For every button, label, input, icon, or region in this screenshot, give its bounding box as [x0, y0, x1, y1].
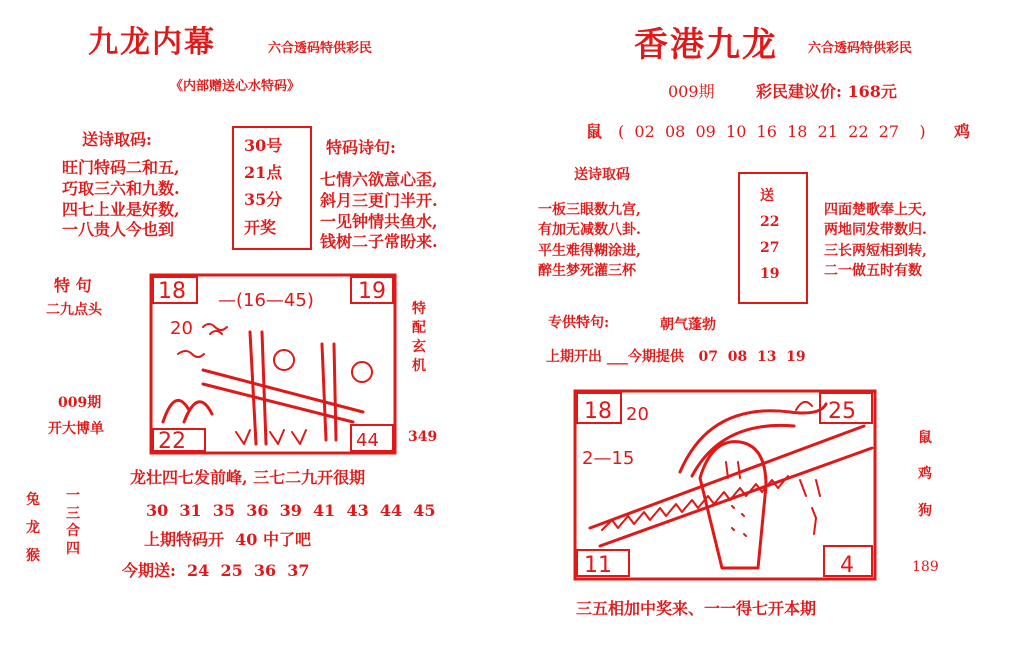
right-last-line: 上期开出 ___今期提供 07 08 13 19 [546, 349, 806, 365]
left-period: 009期 [58, 395, 102, 411]
sketch-number-tl: 18 [584, 399, 612, 424]
sketch-number-tr: 19 [358, 279, 386, 304]
poem-line: 四七上业是好数, [62, 199, 180, 219]
sketch-number-left: 2—15 [582, 448, 635, 469]
right-side-vertical [918, 420, 932, 529]
send-number: 27 [760, 239, 780, 256]
zodiac-char: 龙 [26, 520, 40, 536]
sketch-number-tl: 18 [158, 279, 186, 304]
he-char: 三 [66, 505, 80, 522]
poem-line: 旺门特码二和五, [62, 158, 180, 177]
zodiac-line-end: 鸡 [954, 122, 971, 141]
poem-line: 两地同发带数归. [824, 222, 927, 239]
tema-line: 七情六欲意心歪, [320, 170, 438, 189]
poem-line: 三长两短相到转, [824, 242, 927, 259]
sketch-number-br: 44 [356, 430, 379, 451]
left-numbers-row: 30 31 35 36 39 41 43 44 45 [146, 501, 436, 520]
sketch-number-middle: —(16—45) [218, 290, 314, 311]
sketch-number-left: 20 [170, 318, 193, 339]
poem-line: 二一做五时有数 [824, 262, 922, 279]
right-sketch-image [572, 388, 878, 582]
right-poem [538, 200, 641, 281]
sketch-number-br: 4 [840, 553, 854, 578]
side-char: 机 [412, 357, 426, 374]
poem-line: 平生难得糊涂进, [538, 242, 641, 259]
right-side-number: 189 [912, 559, 939, 575]
poem-line: 醉生梦死灌三杯 [538, 262, 636, 279]
zodiac-column [26, 486, 40, 570]
tejv-heading: 特 句 [54, 276, 92, 295]
draw-minute: 35分 [244, 190, 283, 210]
sketch-number-small: 20 [626, 404, 649, 425]
left-last-period: 上期特码开 40 中了吧 [144, 530, 311, 549]
sketch-number-tr: 25 [828, 399, 856, 424]
right-caption: 三五相加中奖来、一一得七开本期 [576, 599, 817, 618]
right-poem-heading: 送诗取码 [574, 167, 630, 183]
poem-line: 巧取三六和九数. [62, 178, 180, 198]
side-char: 鼠 [918, 430, 932, 446]
zodiac-line-numbers: ( 02 08 09 10 16 18 21 22 27 ) [618, 122, 926, 141]
left-title: 九龙内幕 [88, 25, 216, 60]
left-draw-time [244, 132, 282, 241]
side-char: 配 [412, 319, 426, 336]
draw-number: 30号 [244, 136, 283, 155]
left-banner: 《内部赠送心水特码》 [170, 79, 301, 94]
poem-line: 一八贵人今也到 [62, 220, 175, 240]
zodiac-char: 兔 [26, 492, 40, 508]
left-side-number: 349 [408, 429, 438, 445]
left-this-period: 今期送: 24 25 36 37 [122, 561, 310, 580]
side-char: 鸡 [918, 466, 932, 483]
he-char: 一 [66, 488, 80, 504]
poem-line: 四面楚歌奉上天, [824, 202, 927, 218]
send-number: 19 [760, 265, 780, 282]
side-char: 特 [412, 301, 426, 317]
left-subtitle: 六合透码特供彩民 [268, 41, 373, 56]
poem-line: 有加无减数八卦. [538, 222, 641, 239]
zodiac-char: 猴 [26, 548, 40, 564]
side-char: 玄 [412, 338, 426, 355]
tema-line: 钱树二子常盼来. [320, 232, 438, 252]
he-char: 合 [66, 523, 80, 539]
draw-hour: 21点 [244, 163, 283, 183]
he-column [66, 488, 80, 558]
tema-line: 一见钟情共鱼水, [320, 211, 438, 231]
right-price: 彩民建议价: 168元 [756, 82, 897, 101]
send-heading: 送 [760, 188, 774, 204]
draw-label: 开奖 [244, 217, 277, 237]
right-send-numbers [760, 184, 779, 288]
tejv-text: 二九点头 [46, 302, 102, 318]
left-tema-heading: 特码诗句: [326, 138, 396, 157]
send-number: 22 [760, 213, 780, 230]
sketch-number-bl: 22 [158, 429, 186, 454]
left-side-vertical [412, 300, 426, 376]
right-title: 香港九龙 [634, 25, 778, 65]
poem-line: 一板三眼数九宫, [538, 202, 641, 218]
special-text: 朝气蓬勃 [660, 317, 716, 333]
left-tema-poem [320, 170, 438, 253]
zodiac-line-start: 鼠 [586, 122, 603, 141]
left-period-text: 开大博单 [48, 421, 104, 437]
sketch-number-bl: 11 [584, 553, 612, 578]
tema-line: 斜月三更门半开. [320, 190, 438, 210]
right-poem-2 [824, 200, 927, 281]
left-poem-heading: 送诗取码: [82, 130, 152, 149]
right-subtitle: 六合透码特供彩民 [808, 41, 913, 56]
right-period: 009期 [668, 82, 715, 101]
he-char: 四 [66, 540, 80, 557]
side-char: 狗 [918, 502, 932, 519]
left-caption: 龙壮四七发前峰, 三七二九开很期 [130, 468, 366, 487]
left-sketch-image [148, 272, 398, 456]
special-label: 专供特句: [548, 315, 610, 331]
left-poem [62, 158, 180, 241]
